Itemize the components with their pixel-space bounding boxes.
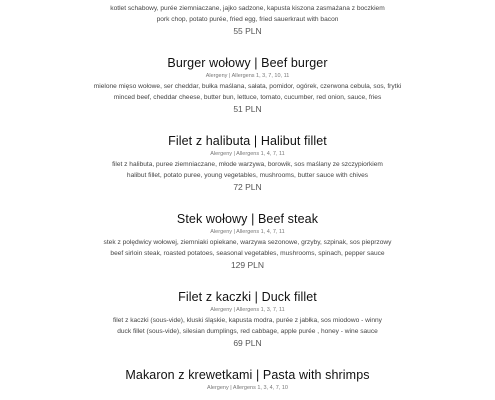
price: 69 PLN xyxy=(233,338,262,348)
price: 55 PLN xyxy=(233,26,262,36)
price: 72 PLN xyxy=(233,182,262,192)
allergens-info: Alergeny | Allergens 1, 3, 4, 7, 10 xyxy=(207,385,288,391)
description-en: duck fillet (sous-vide), silesian dumplings, red cabbage, apple purée , honey - wine sauce xyxy=(117,328,378,335)
dish-title: Stek wołowy | Beef steak xyxy=(176,212,319,226)
dish-title: Filet z kaczki | Duck fillet xyxy=(178,290,317,304)
description-en: pork chop, potato purée, fried egg, fried sauerkraut with bacon xyxy=(156,16,339,23)
description-en: beef sirloin steak, roasted potatoes, seasonal vegetables, mushrooms, spinach, pepper sauce xyxy=(110,250,385,257)
menu-item-pork-chop xyxy=(0,0,495,37)
menu-item-halibut-fillet xyxy=(0,133,495,193)
dish-title: Filet z halibuta | Halibut fillet xyxy=(168,134,327,148)
allergens-info: Alergeny | Allergens 1, 3, 7, 11 xyxy=(210,307,285,313)
menu-item-beef-steak xyxy=(0,211,495,271)
dish-title: Makaron z krewetkami | Pasta with shrimps xyxy=(125,368,370,382)
menu-item-pasta-shrimps xyxy=(0,367,495,393)
price: 129 PLN xyxy=(230,260,265,270)
description-pl: stek z polędwicy wołowej, ziemniaki opiekane, warzywa sezonowe, grzyby, szpinak, sos pieprzowy xyxy=(103,239,392,246)
dish-title: Burger wołowy | Beef burger xyxy=(167,56,328,70)
description-pl: filet z kaczki (sous-vide), kluski śląskie, kapusta modra, purée z jabłka, sos miodowo - winny xyxy=(113,317,382,324)
allergens-info: Alergeny | Allergens 1, 3, 7, 10, 11 xyxy=(205,73,290,79)
allergens-info: Alergeny | Allergens 1, 4, 7, 11 xyxy=(210,151,285,157)
menu-item-duck-fillet xyxy=(0,289,495,349)
description-pl: mielone mięso wołowe, ser cheddar, bułka maślana, sałata, pomidor, ogórek, czerwona cebula, sos, frytki xyxy=(93,83,402,90)
description-pl: filet z halibuta, puree ziemniaczane, młode warzywa, borowik, sos maślany ze szczypiorkiem xyxy=(112,161,383,168)
description-pl: kotlet schabowy, purée ziemniaczane, jajko sadzone, kapusta kiszona zasmażana z boczkiem xyxy=(110,5,385,12)
price: 51 PLN xyxy=(233,104,262,114)
description-en: minced beef, cheddar cheese, butter bun, lettuce, tomato, cucumber, red onion, sauce, fries xyxy=(113,94,382,101)
allergens-info: Alergeny | Allergens 1, 4, 7, 11 xyxy=(210,229,285,235)
description-en: halibut fillet, potato puree, young vegetables, mushrooms, butter sauce with chives xyxy=(126,172,369,179)
menu-item-beef-burger xyxy=(0,55,495,115)
